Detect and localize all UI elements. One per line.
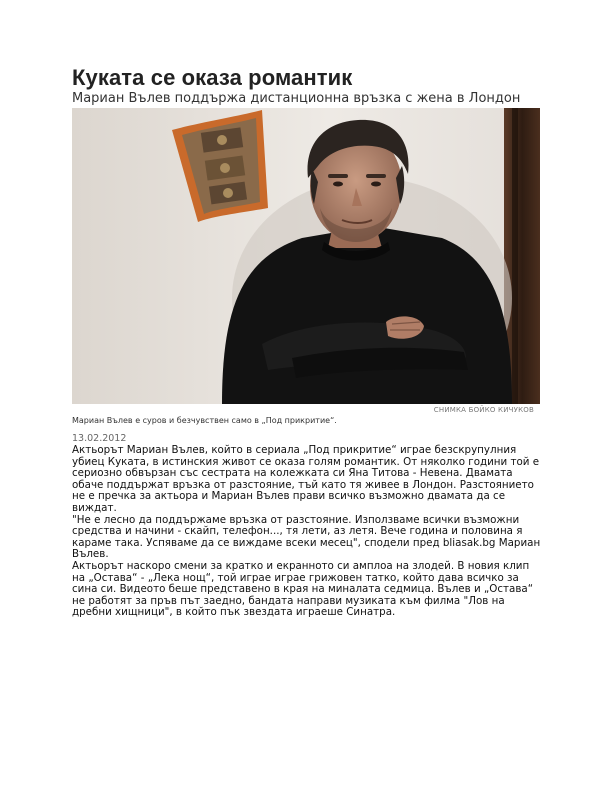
article-photo [72, 108, 540, 404]
paragraph: "Не е лесно да поддържаме връзка от разстояние. Използваме всички възможни средства и начини - скайп, телефон..., тя лети, аз летя. Вече година и половина я караме така. Успяваме да се виждаме всеки месец", сподели пред bliasak.bg Мариан Вълев. [72, 513, 541, 561]
article-title: Куката се оказа романтик [72, 65, 353, 90]
portrait-illustration [72, 108, 540, 404]
paragraph: Актьорът Мариан Вълев, който в сериала „Под прикритие“ играе безскрупулния убиец Куката, в истинския живот се оказа голям романтик. От няколко години той е сериозно обвързан със сестрата на колежката си Яна Титова - Невена. Двамата обаче поддържат връзка от разстояние, тъй като тя живее в Лондон. Разстоянието не е пречка за актьора и Мариан Вълев прави всичко възможно двамата да се виждат. [72, 444, 540, 514]
article [72, 66, 542, 619]
article-subtitle: Мариан Вълев поддържа дистанционна връзка с жена в Лондон [72, 91, 521, 106]
photo-caption: Мариан Вълев е суров и безчувствен само в „Под прикритие“. [72, 416, 337, 425]
article-date: 13.02.2012 [72, 433, 127, 444]
paragraph: Актьорът наскоро смени за кратко и екранното си амплоа на злодей. В новия клип на „Остава“ - „Лека нощ“, той играе играе грижовен татко, който дава всичко за сина си. Видеото беше представено в края на миналата седмица. Вълев и „Остава“ не работят за пръв път заедно, бандата направи музиката към филма "Лов на дребни хищници", в който пък звездата играеше Синатра. [72, 559, 534, 619]
article-body [72, 445, 544, 619]
photo-credit: СНИМКА БОЙКО КИЧУКОВ [433, 406, 534, 414]
